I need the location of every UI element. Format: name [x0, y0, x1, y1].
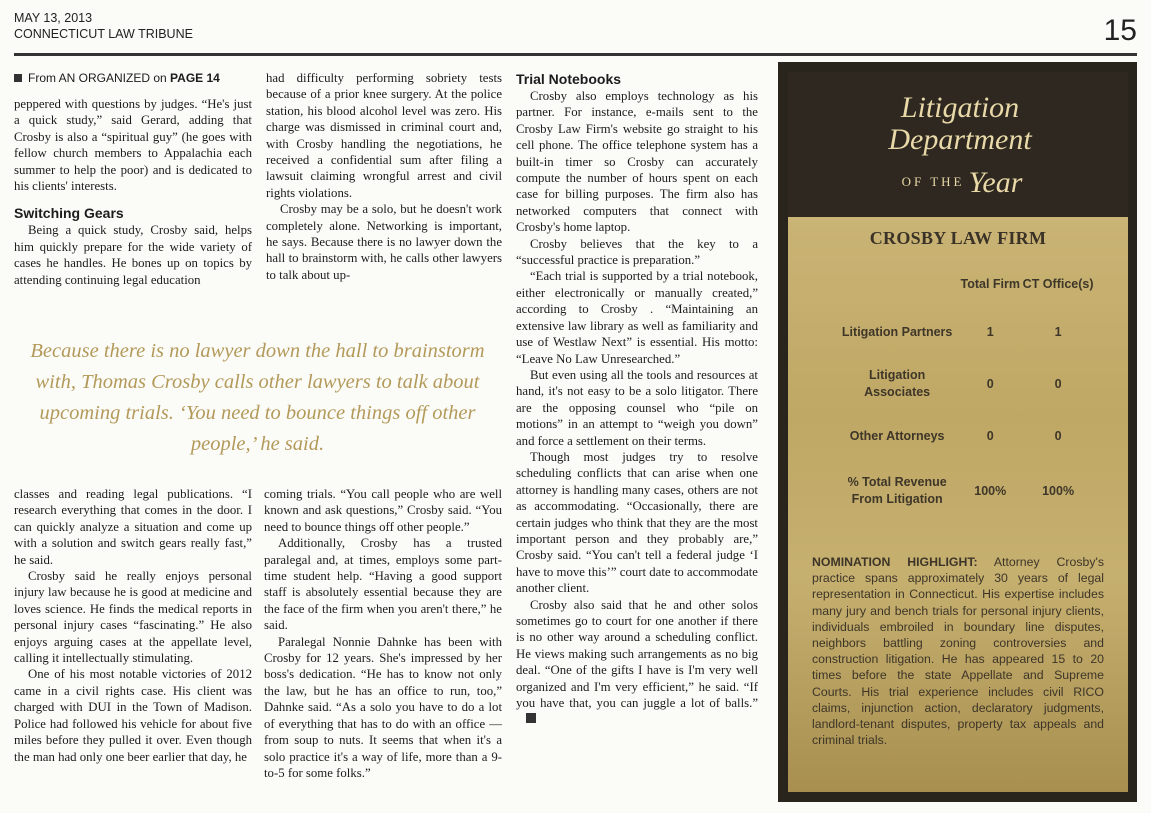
row-label: Other Attorneys — [849, 428, 945, 443]
paragraph: had difficulty performing sobriety tests because of a prior knee surgery. At the police station, his blood alcohol level was zero. His charge was dismissed in criminal court and, with Crosby handling the negotiations, he received a confidential sum after filing a lawsuit claiming wrongful arrest and civil rights violations. — [266, 71, 502, 200]
award-title-litigation: Litigation — [900, 91, 1020, 124]
paragraph: One of his most notable victories of 2012 came in a civil rights case. His client was charged with DUI in the Town of Madison. Police had followed his vehicle for about five miles before they pulled it over. Even though the man had only one beer earlier that day, he — [14, 667, 252, 764]
paragraph: “Each trial is supported by a trial notebook, either electronically or manually created,” according to Crosby . “Maintaining an extensive law library as well as familiarity and use of Westlaw Next” is essential. His motto: “Leave No Law Unresearched.” — [516, 269, 758, 366]
nomination-highlight — [812, 554, 1104, 748]
column-2-top — [266, 70, 502, 283]
ct-value: 0 — [1054, 377, 1062, 391]
column-header-total: Total Firm — [960, 276, 1020, 291]
row-label: Litigation Associates — [864, 368, 931, 399]
subheading-switching-gears: Switching Gears — [14, 205, 124, 222]
paragraph: Paralegal Nonnie Dahnke has been with Crosby for 12 years. She's impressed by her boss's dedication. “He has to know not only the law, but he has an office to run, too,” Dahnke said. “As a solo you have to do a lot of everything that has to do with an office — from soup to nuts. It seems that when it's a solo practice it's a way of life, more than a 9-to-5 for some folks.” — [264, 634, 502, 780]
award-title-year-word: Year — [968, 166, 1023, 199]
column-header-ct: CT Office(s) — [1022, 276, 1094, 291]
paragraph: Crosby believes that the key to a “successful practice is preparation.” — [516, 236, 758, 268]
paragraph: Crosby said he really enjoys personal injury law because he is good at medicine and loves science. He finds the medical reports in personal injury cases “fascinating.” He also enjoys arguing cases at the appellate level, calling it intellectually stimulating. — [14, 569, 252, 666]
jump-page: PAGE 14 — [170, 71, 220, 85]
ct-value: 100% — [1042, 484, 1075, 498]
total-value: 1 — [986, 325, 994, 339]
page-number: 15 — [1103, 14, 1137, 47]
subheading-trial-notebooks: Trial Notebooks — [516, 71, 622, 87]
publication-name: CONNECTICUT LAW TRIBUNE — [14, 27, 193, 41]
attorney-stats-table — [835, 262, 1095, 520]
stats-row — [835, 306, 1095, 358]
square-bullet-icon — [14, 74, 22, 82]
total-value: 0 — [986, 429, 994, 443]
award-title-of-the: OF THE — [901, 174, 965, 189]
column-1-top — [14, 70, 252, 288]
masthead — [14, 10, 193, 42]
column-2-bottom — [264, 486, 502, 781]
ct-value: 1 — [1054, 325, 1062, 339]
paragraph: classes and reading legal publications. “I research everything that comes in the door. I can quickly analyze a situation and come up with a solution and switch gears really fast,” he said. — [14, 487, 252, 567]
header-rule — [14, 53, 1137, 56]
jump-prefix: From AN ORGANIZED on — [28, 71, 167, 85]
paragraph: Being a quick study, Crosby said, helps him quickly prepare for the wide variety of cases he handles. He bones up on topics by attending continuing legal education — [14, 223, 252, 287]
paragraph: Crosby also employs technology as his partner. For instance, e-mails sent to the Crosby Law Firm's website go straight to his cell phone. The office telephone system has a built-in timer so Crosby can accurately compute the number of hours spent on each case for billing purposes. The firm also has networked computers that connect with Crosby's home laptop. — [516, 89, 758, 235]
paragraph: peppered with questions by judges. “He's just a quick study,” said Gerard, adding that Crosby is also a “spiritual guy” (he goes with fellow church members to Appalachia each summer to help the poor) and is dedicated to his clients' interests. — [14, 97, 252, 194]
paragraph — [516, 597, 758, 728]
jump-line — [14, 70, 252, 86]
total-value: 100% — [974, 484, 1007, 498]
row-label: % Total Revenue From Litigation — [847, 475, 947, 506]
stats-row-revenue — [835, 462, 1095, 520]
highlight-label: NOMINATION HIGHLIGHT: — [812, 555, 978, 569]
row-label: Litigation Partners — [841, 324, 953, 339]
issue-date: MAY 13, 2013 — [14, 11, 93, 25]
stats-header-row — [835, 262, 1095, 306]
end-mark-icon — [526, 713, 536, 723]
stats-row — [835, 410, 1095, 462]
stats-row — [835, 358, 1095, 410]
total-value: 0 — [986, 377, 994, 391]
paragraph: Crosby may be a solo, but he doesn't work completely alone. Networking is important, he says. Because there is no lawyer down the hall to brainstorm with, he calls other lawyers to talk about up- — [266, 202, 502, 282]
column-1-bottom — [14, 486, 252, 765]
paragraph: But even using all the tools and resources at hand, it's not easy to be a solo litigator. There are the opposing counsel who “pile on motions” in an attempt to “weigh you down” and force a settlement on their terms. — [516, 367, 758, 448]
paragraph: coming trials. “You call people who are well known and ask questions,” Crosby said. “You need to bounce things off other people.” — [264, 487, 502, 534]
highlight-text: Attorney Crosby's practice spans approximately 30 years of legal representation in Connecticut. His expertise includes many jury and bench trials for personal injury clients, individuals embroiled in boundary line disputes, neighbors battling zoning controversies and construction litigation. He has appeared 15 to 20 times before the state Appellate and Supreme Courts. His trial experience includes civil RICO claims, injunction action, declaratory judgments, landlord-tenant disputes, property tax appeals and criminal trials. — [812, 555, 1104, 748]
firm-name: CROSBY LAW FIRM — [869, 228, 1047, 248]
pull-quote: Because there is no lawyer down the hall to brainstorm with, Thomas Crosby calls other lawyers to talk about upcoming trials. ‘You need to bounce things off other people,’ he said. — [30, 340, 485, 455]
award-title-department: Department — [888, 123, 1032, 156]
paragraph: Though most judges try to resolve scheduling conflicts that can arise when one attorney is handling many cases, others are not as accommodating. “Occasionally, there are certain judges who think that they are the most important person and they probably are,” Crosby said. “You can't tell a federal judge ‘I have to move this’” court date to accommodate another client. — [516, 449, 758, 596]
paragraph: Additionally, Crosby has a trusted paralegal and, at times, employs some part-time student help. “Having a good support staff is absolutely essential because they are the face of the firm when you aren't there,” he said. — [264, 536, 502, 633]
column-3 — [516, 70, 758, 728]
ct-value: 0 — [1054, 429, 1062, 443]
paragraph-text: Crosby also said that he and other solos sometimes go to court for one another if there is no other way around a scheduling conflict. He views making such arrangements as no big deal. “One of the gifts I have is I'm very well organized and I'm very efficient,” he said. “If you have that, you can juggle a lot of balls.” — [516, 597, 758, 711]
award-title-year — [842, 165, 1082, 200]
